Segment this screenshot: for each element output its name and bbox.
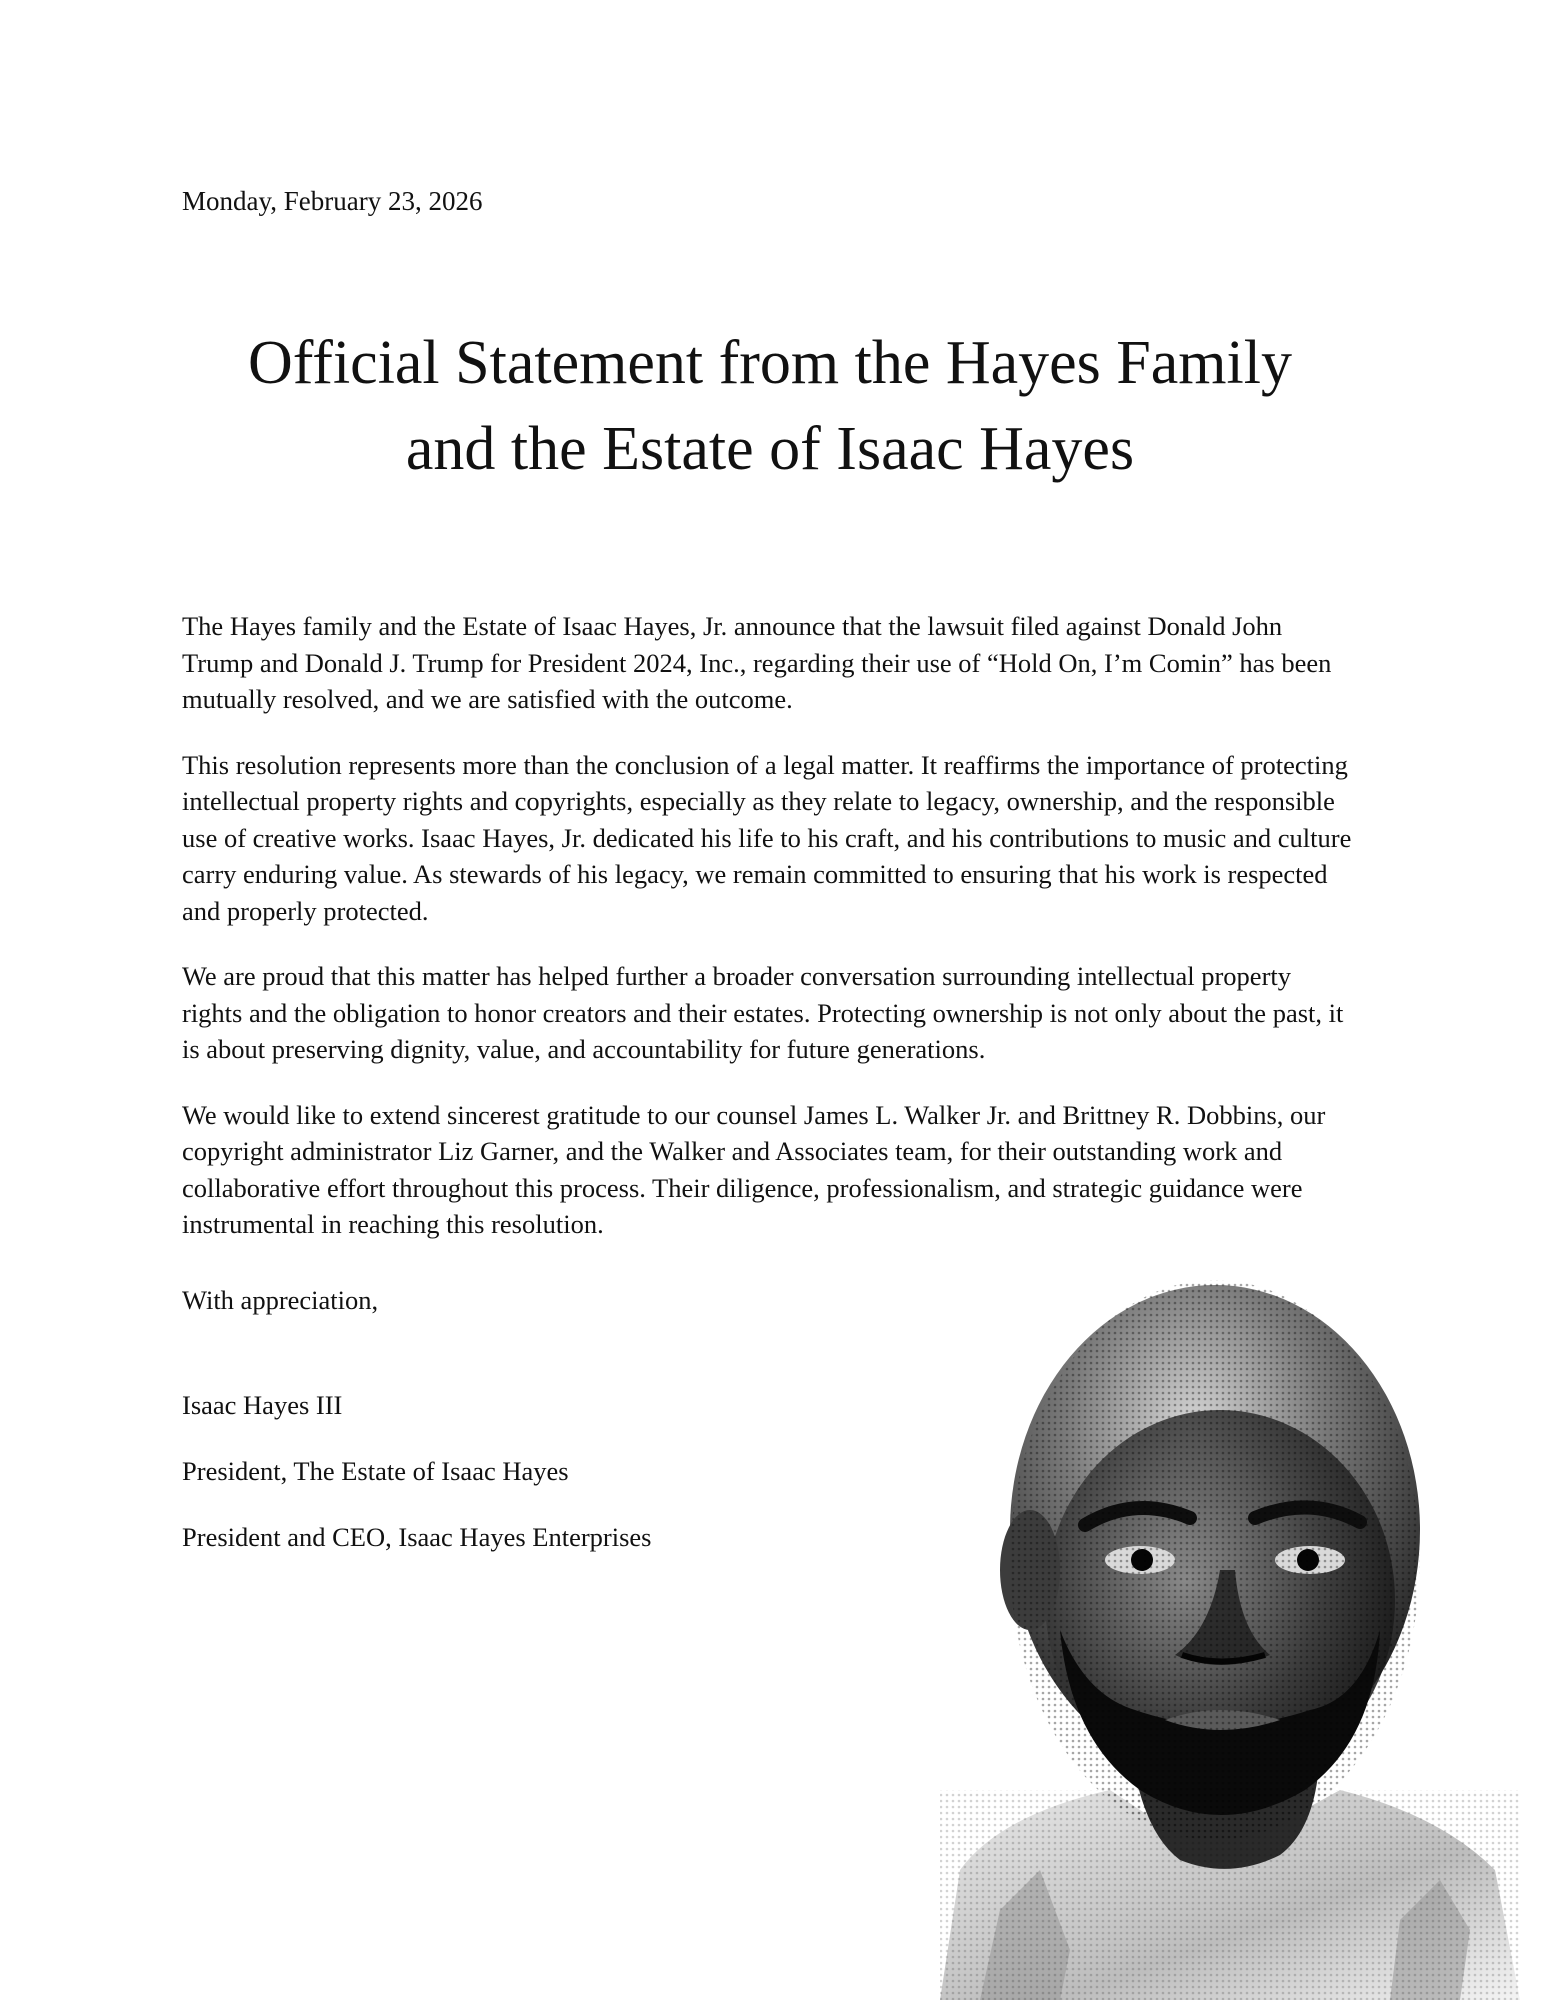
paragraph-1: The Hayes family and the Estate of Isaac Hayes, Jr. announce that the lawsuit filed against Donald John Trump and Donald J. Trump for President 2024, Inc., regarding their use of “Hold On, I’m Comin” has been mutually resolved, and we are satisfied with the outcome. bbox=[182, 611, 1332, 714]
portrait-illustration bbox=[920, 1270, 1520, 2000]
paragraph-2: This resolution represents more than the conclusion of a legal matter. It reaffirms the importance of protecting intellectual property rights and copyrights, especially as they relate to legacy, ownership, and the responsible use of creative works. Isaac Hayes, Jr. dedicated his life to his craft, and his contributions to music and culture carry enduring value. As stewards of his legacy, we remain committed to ensuring that his work is respected and properly protected. bbox=[182, 749, 1352, 926]
signatory-title-2: President and CEO, Isaac Hayes Enterprises bbox=[182, 1522, 652, 1552]
paragraph-3: We are proud that this matter has helped further a broader conversation surrounding intellectual property rights and the obligation to honor creators and their estates. Protecting ownership is not only about the past, it is about preserving dignity, value, and accountability for future generations. bbox=[182, 961, 1344, 1064]
portrait-photo bbox=[920, 1270, 1520, 2000]
document-date: Monday, February 23, 2026 bbox=[182, 186, 483, 216]
paragraph-4: We would like to extend sincerest gratitude to our counsel James L. Walker Jr. and Brittney R. Dobbins, our copyright administrator Liz Garner, and the Walker and Associates team, for their outstanding work and collaborative effort throughout this process. Their diligence, professionalism, and strategic guidance were instrumental in reaching this resolution. bbox=[182, 1099, 1326, 1239]
document-title bbox=[120, 320, 1420, 492]
signatory-name: Isaac Hayes III bbox=[182, 1390, 343, 1420]
signature-block bbox=[182, 1387, 652, 1585]
statement-body bbox=[182, 608, 1357, 1272]
title-line-1: Official Statement from the Hayes Family bbox=[248, 329, 1292, 397]
title-line-2: and the Estate of Isaac Hayes bbox=[405, 415, 1135, 483]
closing-line: With appreciation, bbox=[182, 1285, 379, 1315]
signatory-title-1: President, The Estate of Isaac Hayes bbox=[182, 1456, 569, 1486]
